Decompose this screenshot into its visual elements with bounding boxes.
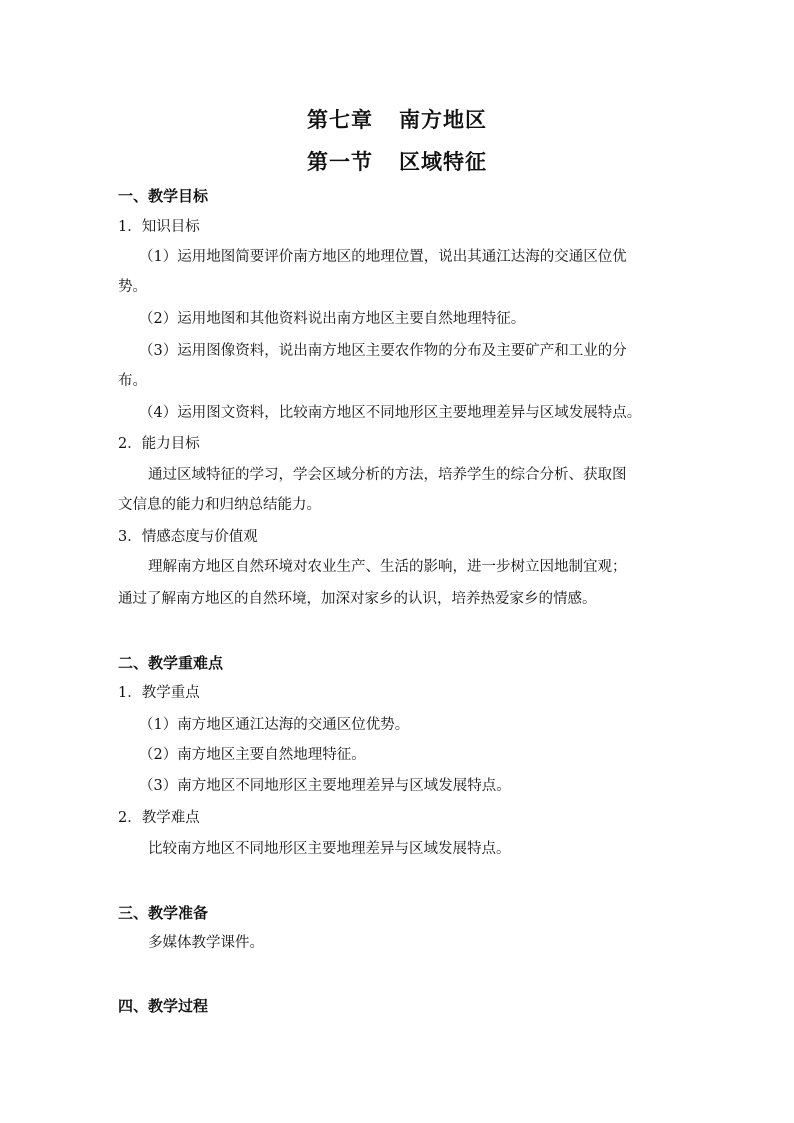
knowledge-item-1: （1）运用地图简要评价南方地区的地理位置，说出其通江达海的交通区位优 <box>139 249 627 265</box>
chapter-title <box>0 104 794 134</box>
heading-key-difficult-points: 二、教学重难点 <box>118 654 224 672</box>
subheading-attitude: 3．情感态度与价值观 <box>118 529 258 545</box>
subheading-key-points: 1．教学重点 <box>118 685 200 701</box>
key-point-1: （1）南方地区通江达海的交通区位优势。 <box>139 717 410 733</box>
key-point-3: （3）南方地区不同地形区主要地理差异与区域发展特点。 <box>139 778 511 794</box>
subheading-difficult-points: 2．教学难点 <box>118 810 200 826</box>
attitude-paragraph-cont: 通过了解南方地区的自然环境，加深对家乡的认识，培养热爱家乡的情感。 <box>118 591 597 607</box>
attitude-paragraph: 理解南方地区自然环境对农业生产、生活的影响，进一步树立因地制宜观； <box>148 559 627 575</box>
preparation-paragraph: 多媒体教学课件。 <box>148 935 264 951</box>
knowledge-item-1-cont: 势。 <box>118 279 147 295</box>
heading-teaching-process: 四、教学过程 <box>118 997 209 1015</box>
knowledge-item-3-cont: 布。 <box>118 373 147 389</box>
ability-paragraph: 通过区域特征的学习，学会区域分析的方法，培养学生的综合分析、获取图 <box>148 467 627 483</box>
chapter-name: 南方地区 <box>399 107 487 132</box>
knowledge-item-4: （4）运用图文资料，比较南方地区不同地形区主要地理差异与区域发展特点。 <box>139 405 642 421</box>
subheading-ability: 2．能力目标 <box>118 436 200 452</box>
heading-teaching-preparation: 三、教学准备 <box>118 904 209 922</box>
knowledge-item-2: （2）运用地图和其他资料说出南方地区主要自然地理特征。 <box>139 311 526 327</box>
heading-teaching-objectives: 一、教学目标 <box>118 187 209 205</box>
subheading-knowledge: 1．知识目标 <box>118 219 200 235</box>
ability-paragraph-cont: 文信息的能力和归纳总结能力。 <box>118 497 321 513</box>
difficult-point-1: 比较南方地区不同地形区主要地理差异与区域发展特点。 <box>148 841 511 857</box>
key-point-2: （2）南方地区主要自然地理特征。 <box>139 747 366 763</box>
section-name: 区域特征 <box>399 149 487 174</box>
section-number: 第一节 <box>307 149 373 174</box>
knowledge-item-3: （3）运用图像资料，说出南方地区主要农作物的分布及主要矿产和工业的分 <box>139 343 627 359</box>
section-title <box>0 146 794 176</box>
chapter-number: 第七章 <box>307 107 373 132</box>
